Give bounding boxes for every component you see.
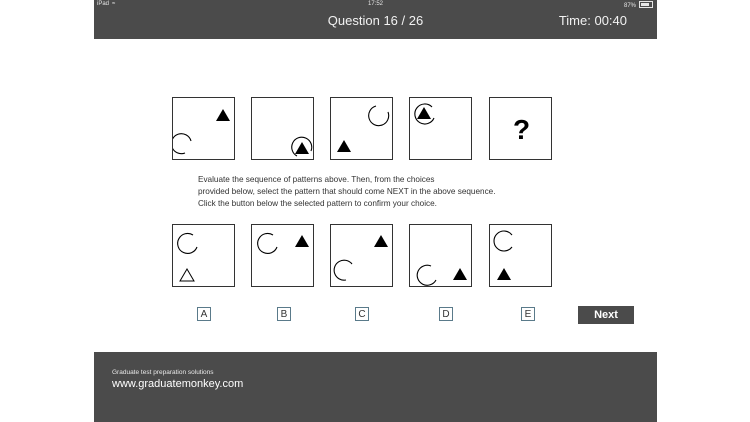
device-label: iPad	[97, 1, 110, 7]
triangle-icon	[295, 142, 309, 154]
pattern-2-graphic	[252, 98, 315, 161]
battery-icon	[639, 1, 653, 8]
choice-d-graphic	[410, 225, 473, 288]
arc-icon	[369, 106, 389, 126]
triangle-icon	[417, 107, 431, 119]
choice-pattern-e	[489, 224, 552, 287]
arc-icon	[258, 233, 277, 253]
triangle-icon	[337, 140, 351, 152]
status-bar	[94, 0, 657, 10]
wifi-icon: ≈	[112, 1, 116, 7]
choice-e-graphic	[490, 225, 553, 288]
triangle-icon	[216, 109, 230, 121]
clock: 17:52	[367, 1, 383, 7]
question-mark: ?	[512, 114, 531, 145]
choice-pattern-b	[251, 224, 314, 287]
footer-tagline: Graduate test preparation solutions	[112, 369, 214, 376]
choice-button-a[interactable]: A	[197, 307, 211, 321]
arc-icon	[417, 265, 436, 285]
header-bar	[94, 0, 657, 39]
triangle-icon	[374, 235, 388, 247]
next-button[interactable]: Next	[578, 306, 634, 324]
pattern-3-graphic	[331, 98, 394, 161]
battery-percent: 87%	[623, 3, 636, 9]
choice-b-graphic	[252, 225, 315, 288]
pattern-1-graphic	[173, 98, 236, 161]
pattern-4-graphic	[410, 98, 473, 161]
arc-icon	[173, 134, 191, 154]
choice-button-b[interactable]: B	[277, 307, 291, 321]
arc-icon	[334, 260, 352, 280]
triangle-outline-icon	[180, 269, 194, 281]
triangle-icon	[295, 235, 309, 247]
choice-a-graphic	[173, 225, 236, 288]
choice-button-e[interactable]: E	[521, 307, 535, 321]
choice-button-d[interactable]: D	[439, 307, 453, 321]
sequence-pattern-3	[330, 97, 393, 160]
choice-button-c[interactable]: C	[355, 307, 369, 321]
question-counter: Question 16 / 26	[327, 13, 424, 28]
sequence-pattern-1	[172, 97, 235, 160]
footer-link[interactable]: www.graduatemonkey.com	[112, 378, 244, 390]
instructions	[198, 174, 578, 210]
timer: Time: 00:40	[558, 13, 627, 28]
instruction-line-3: Click the button below the selected pattern to confirm your choice.	[198, 199, 437, 208]
choice-c-graphic	[331, 225, 394, 288]
choice-pattern-d	[409, 224, 472, 287]
choice-pattern-a	[172, 224, 235, 287]
triangle-icon	[453, 268, 467, 280]
app-screen	[94, 0, 657, 422]
sequence-pattern-2	[251, 97, 314, 160]
sequence-unknown	[489, 97, 552, 160]
choice-pattern-c	[330, 224, 393, 287]
triangle-icon	[497, 268, 511, 280]
instruction-line-1: Evaluate the sequence of patterns above. Then, from the choices	[198, 175, 435, 184]
sequence-pattern-4	[409, 97, 472, 160]
arc-icon	[178, 233, 197, 253]
footer	[94, 352, 657, 422]
instruction-line-2: provided below, select the pattern that should come NEXT in the above sequence.	[198, 187, 496, 196]
arc-icon	[494, 231, 512, 251]
